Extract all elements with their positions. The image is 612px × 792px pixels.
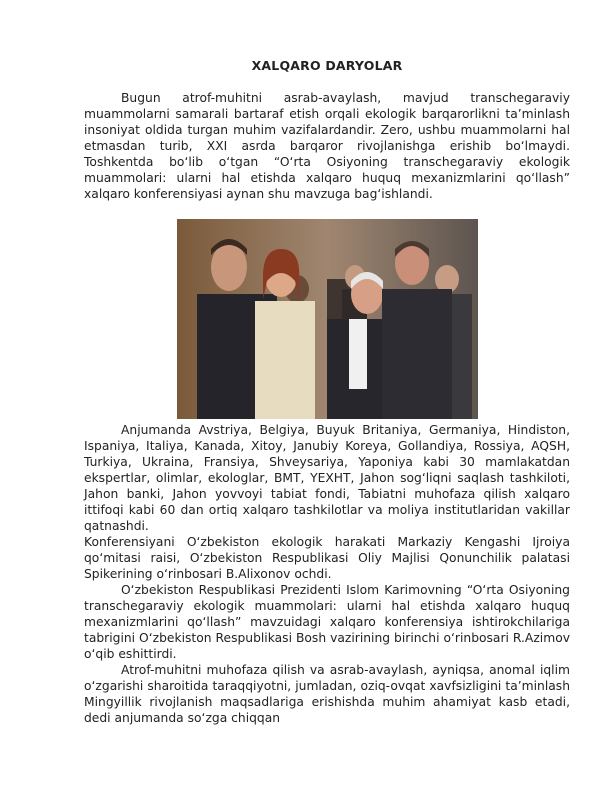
body-paragraph-1: Anjumanda Avstriya, Belgiya, Buyuk Britaniya, Germaniya, Hindiston, Ispaniya, Italiya, Kanada, Xitoy, Janubiy Koreya, Gollandiya, Rossiya, AQSH, Turkiya, Ukraina, Fransiya, Shveysariya, Yaponiya kabi 30 mamlakatdan ekspertlar, olimlar, ekologlar, BMT, YEXHT, Jahon sog‘liqni saqlash tashkiloti, Jahon banki, Jahon yovvoyi tabiat fondi, Tabiatni muhofaza qilish xalqaro ittifoqi kabi 60 dan ortiq xalqaro tashkilotlar va moliya institutlaridan vakillar qatnashdi.	[84, 423, 570, 533]
intro-paragraph: Bugun atrof-muhitni asrab-avaylash, mavjud transchegaraviy muammolarni samarali bartaraf etish orqali ekologik barqarorlikni ta’minlash insoniyat oldida turgan muhim vazifalardandir. Zero, ushbu muammolarni hal etmasdan turib, XXI asrda barqaror rivojlanishga erishib bo‘lmaydi. Toshkentda bo‘lib o‘tgan “O‘rta Osiyoning transchegaraviy ekologik muammolari: ularni hal etishda xalqaro huquq mexanizmlarini qo‘llash” xalqaro konferensiyasi aynan shu mavzuga bag‘ishlandi.	[84, 91, 570, 201]
body-section	[84, 422, 570, 726]
intro-section	[84, 90, 570, 202]
body-paragraph-2: Konferensiyani O‘zbekiston ekologik harakati Markaziy Kengashi Ijroiya qo‘mitasi raisi, O‘zbekiston Respublikasi Oliy Majlisi Qonunchilik palatasi Spikerining o‘rinbosari B.Alixonov ochdi.	[84, 535, 570, 581]
body-paragraph-3: O‘zbekiston Respublikasi Prezidenti Islom Karimovning “O‘rta Osiyoning transchegaraviy ekologik muammolari: ularni hal etishda xalqaro huquq mexanizmlarini qo‘llash” mavzuidagi xalqaro konferensiya ishtirokchilariga tabrigini O‘zbekiston Respublikasi Bosh vazirining birinchi o‘rinbosari R.Azimov o‘qib eshittirdi.	[84, 583, 570, 661]
conference-photo	[177, 219, 478, 419]
document-title: XALQARO DARYOLAR	[251, 58, 403, 73]
body-paragraph-4: Atrof-muhitni muhofaza qilish va asrab-avaylash, ayniqsa, anomal iqlim o‘zgarishi sharoitida taraqqiyotni, jumladan, oziq-ovqat xavfsizligini ta’minlash Mingyillik rivojlanish maqsadlariga erishishda muhim ahamiyat kasb etadi, dedi anjumanda so‘zga chiqqan	[84, 663, 570, 725]
conference-photo-image	[177, 219, 478, 419]
